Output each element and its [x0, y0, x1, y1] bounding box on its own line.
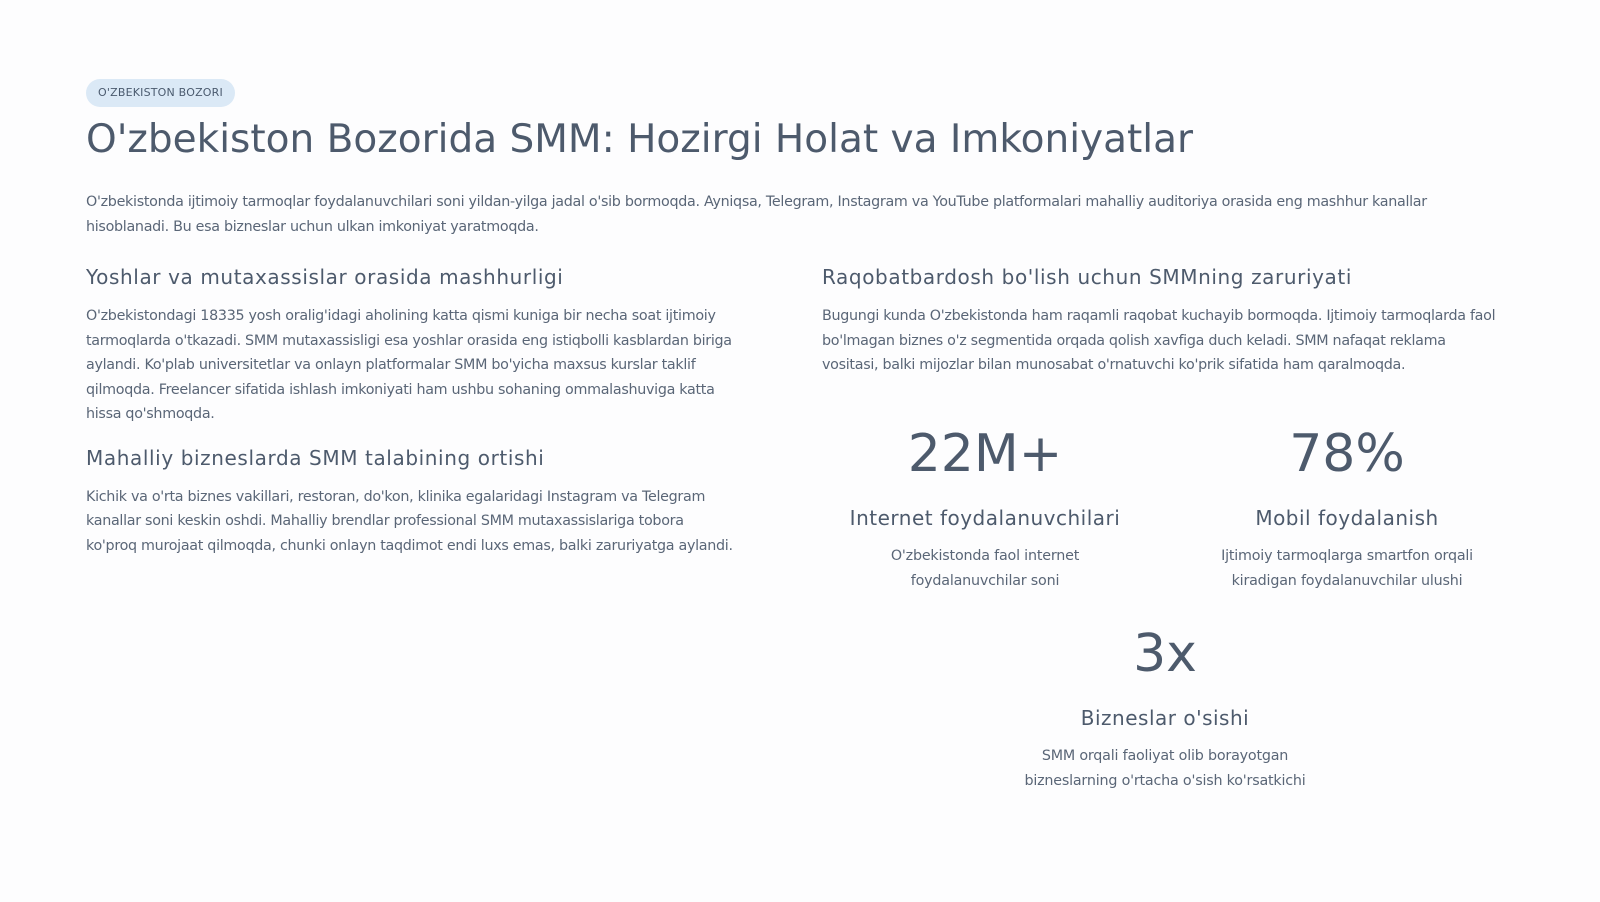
stat-label: Bizneslar o'sishi: [1080, 706, 1250, 730]
stat-business-growth: [1000, 622, 1330, 793]
intro-paragraph: O'zbekistonda ijtimoiy tarmoqlar foydalanuvchilari soni yildan-yilga jadal o'sib bormoqda. Ayniqsa, Telegram, Instagram va YouTube platformalari mahalliy auditoriya orasida eng mashhur kanallar hisoblanadi. Bu esa bizneslar uchun ulkan imkoniyat yaratmoqda.: [86, 194, 1427, 235]
stat-label: Internet foydalanuvchilari: [849, 506, 1121, 530]
stat-description: O'zbekistonda faol internet foydalanuvchilar soni: [890, 548, 1080, 589]
section-heading-competition: Raqobatbardosh bo'lish uchun SMMning zaruriyati: [822, 265, 1352, 289]
section-heading-youth: Yoshlar va mutaxassislar orasida mashhurligi: [86, 265, 564, 289]
right-column: [822, 262, 1502, 378]
section-text-youth: O'zbekistondagi 18335 yosh oralig'idagi aholining katta qismi kuniga bir necha soat ijtimoiy tarmoqlarda o'tkazadi. SMM mutaxassisligi esa yoshlar orasida eng istiqbolli kasblardan biriga aylandi. Ko'plab universitetlar va onlayn platformalar SMM bo'yicha maxsus kurslar taklif qilmoqda. Freelancer sifatida ishlash imkoniyati ham ushbu sohaning ommalashuviga katta hissa qo'shmoqda.: [86, 308, 732, 422]
stat-description: SMM orqali faoliyat olib borayotgan bizneslarning o'rtacha o'sish ko'rsatkichi: [1024, 748, 1306, 789]
section-heading-local-business: Mahalliy bizneslarda SMM talabining ortishi: [86, 445, 545, 470]
stat-value: 3x: [1133, 624, 1197, 684]
stat-mobile-usage: [1182, 422, 1512, 593]
stat-value: 78%: [1289, 424, 1405, 484]
section-badge: O'ZBEKISTON BOZORI: [86, 79, 235, 107]
stat-description: Ijtimoiy tarmoqlarga smartfon orqali kiradigan foydalanuvchilar ulushi: [1221, 548, 1473, 589]
stat-label: Mobil foydalanish: [1255, 506, 1439, 530]
stat-internet-users: [820, 422, 1150, 593]
page-title: O'zbekiston Bozorida SMM: Hozirgi Holat va Imkoniyatlar: [86, 117, 1194, 162]
section-text-competition: Bugungi kunda O'zbekistonda ham raqamli raqobat kuchayib bormoqda. Ijtimoiy tarmoqlarda faol bo'lmagan biznes o'z segmentida orqada qolish xavfiga duch keladi. SMM nafaqat reklama vositasi, balki mijozlar bilan munosabat o'rnatuvchi ko'prik sifatida ham qaralmoqda.: [822, 308, 1496, 373]
section-text-local-business: Kichik va o'rta biznes vakillari, restoran, do'kon, klinika egalaridagi Instagram va Telegram kanallar soni keskin oshdi. Mahalliy brendlar professional SMM mutaxassislariga tobora ko'proq murojaat qilmoqda, chunki onlayn taqdimot endi luxs emas, balki zaruriyatga aylandi.: [86, 488, 733, 554]
stat-value: 22M+: [907, 424, 1063, 484]
left-column: [86, 262, 736, 558]
